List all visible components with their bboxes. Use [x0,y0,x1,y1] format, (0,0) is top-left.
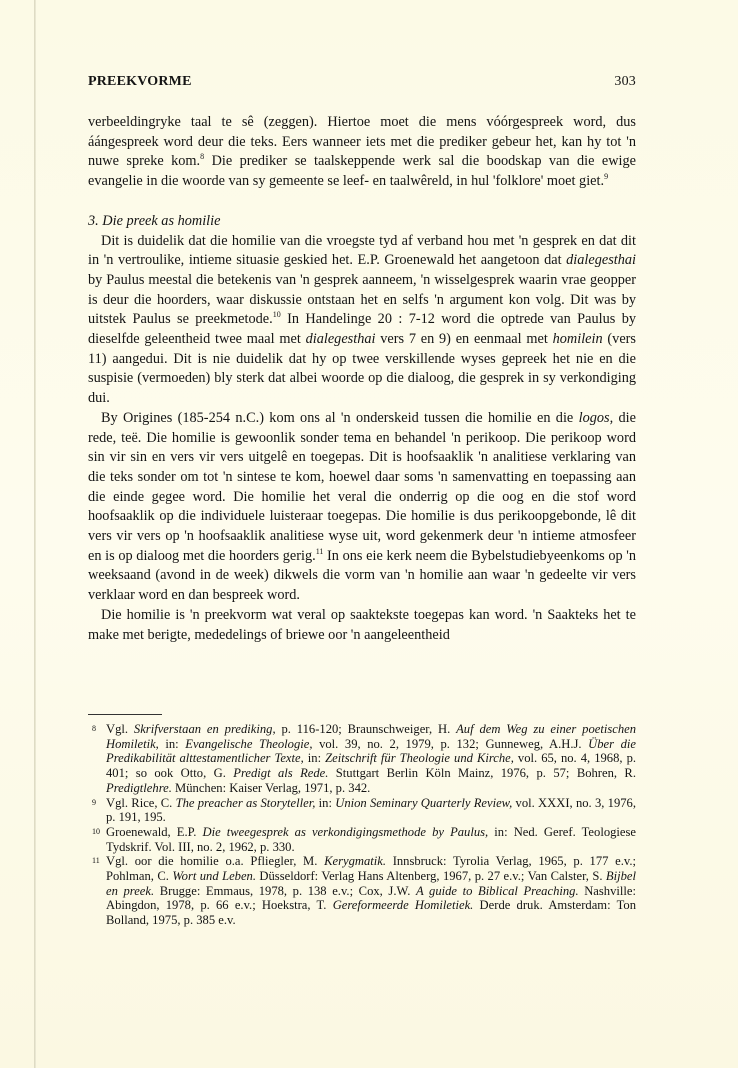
italic-title: Über die Predikabilität alttestamentlicher Texte, [106,736,637,766]
page-fold-shadow [34,0,36,1068]
italic-term: dialegesthai [566,252,636,269]
footnote-ref-8: 8 [200,152,205,162]
text-run: Stuttgart Berlin Köln Mainz, 1976, p. 57; Bohren, R. [328,766,636,781]
text-run: Derde druk. Amsterdam: Ton Bolland, 1975, p. 385 e.v. [106,898,636,928]
footnote-11 [88,854,636,928]
italic-title: Gereformeerde Homiletiek. [332,898,474,913]
italic-title: Auf dem Weg zu einer poetischen Homiletik, [106,722,637,751]
footnote-ref-9: 9 [604,172,609,182]
running-title: PREEKVORME [88,74,192,89]
text-run: In Handelinge 20 : 7-12 word die optrede van Paulus by dieselfde geleentheid twee maal met [88,311,636,348]
text-run: Nashville: Abingdon, 1978, p. 66 e.v.; Hoekstra, T. [106,883,636,913]
text-run: in: [158,736,186,751]
footnote-8 [88,722,636,796]
italic-title: Predigt als Rede. [233,766,329,781]
text-run: Brugge: Emmaus, 1978, p. 138 e.v.; Cox, J.W. [154,883,416,898]
italic-title: Evangelische Theologie, [185,736,313,751]
footnote-9 [88,796,636,825]
text-run: Innsbruck: Tyrolia Verlag, 1965, p. 177 e.v.; Pohlman, C. [106,854,636,884]
paragraph-2 [88,232,636,409]
italic-term: homilein [552,331,603,348]
footnote-number: 11 [92,856,100,866]
text-run: Die prediker se taalskeppende werk sal die boodskap van die ewige evangelie in die woorde van sy gemeente se leef- en taalwêreld, in hul 'folklore' moet giet. [88,153,637,190]
text-run: Vgl. [106,722,134,736]
text-run: Dit is duidelik dat die homilie van die vroegste tyd af verband hou met 'n gesprek en dat dit in 'n vertroulike, intieme situasie geskied het. E.P. Groenewald het aangetoon dat [88,232,636,269]
text-run: in: [315,795,336,810]
footnote-number: 8 [92,724,96,733]
text-run: (vers 11) aangedui. Dit is nie duidelik dat hy op twee verskillende wyses gepreek het nie en die suspisie (vermoeden) bly sterk dat albei woorde op die dialoog, die gesprek in sy verkondiging dui. [88,331,636,407]
text-run: München: Kaiser Verlag, 1971, p. 342. [171,780,371,795]
body-text [88,113,636,645]
paragraph-1 [88,113,636,192]
footnotes [88,722,636,928]
text-run: Vgl. oor die homilie o.a. Pfliegler, M. [106,854,325,869]
text-run: die rede, teë. Die homilie is gewoonlik sonder tema en behandel 'n perikoop. Die perikoop word sin vir sin en vers vir vers uitgelê en toegepas. Dit is hoofsaaklik 'n analitiese verklaring van die teks sonder om tot 'n sintese te kom, hoewel daar soms 'n samenvatting en toepassing aan die einde gegee word. Die homilie het veral die onderrig op die oog en die stof word hoofsaaklik op die individuele luisteraar toegepas. Die homilie is dus perikoopgebonde, lê dit vers vir vers op 'n hoofsaaklik analitiese wyse uit, word gekenmerk deur 'n intieme atmosfeer en is op dialoog met die hoorders gerig. [88,409,636,564]
text-run: in: Ned. Geref. Teologiese Tydskrif. Vol. III, no. 2, 1962, p. 330. [106,824,636,854]
italic-title: Bijbel en preek. [106,869,636,898]
footnote-number: 10 [92,826,100,836]
paragraph-4: Die homilie is 'n preekvorm wat veral op saaktekste toegepas kan word. 'n Saakteks het te make met berigte, mededelings of briewe oor 'n aangeleentheid [88,606,636,643]
italic-title: The preacher as Storyteller, [175,795,316,810]
text-run: vol. 39, no. 2, 1979, p. 132; Gunneweg, A.H.J. [312,736,589,751]
italic-term: logos, [578,409,614,426]
italic-term: dialegesthai [305,331,376,348]
section-heading: 3. Die preek as homilie [88,212,221,229]
text-run: vol. 65, no. 4, 1968, p. 401; so ook Otto, G. [106,751,637,781]
text-run: p. 116-120; Braunschweiger, H. [275,722,457,736]
footnote-number: 9 [92,797,96,807]
italic-title: Skrifverstaan en prediking, [133,722,276,736]
paragraph-3 [88,409,636,606]
footnote-ref-11: 11 [315,546,324,556]
italic-title: Predigtlehre. [106,780,172,795]
footnote-ref-10: 10 [272,310,281,320]
text-run: by Paulus meestal die betekenis van 'n gesprek aanneem, 'n wisselgesprek waarin vrae geopper is deur die hoorders, waar diskussie ontstaan het en selfs 'n argument kon volg. Dit was by uitstek Paulus se preekmetode. [88,271,636,328]
footnote-divider [88,714,162,715]
page-number: 303 [614,74,636,89]
text-run: By Origines (185-254 n.C.) kom ons al 'n onderskeid tussen die homilie en die [101,409,579,426]
italic-title: Kerygmatik. [324,854,386,869]
italic-title: Union Seminary Quarterly Review, [335,795,513,810]
text-run: Düsseldorf: Verlag Hans Altenberg, 1967, p. 27 e.v.; Van Calster, S. [256,869,606,884]
text-run: vol. XXXI, no. 3, 1976, p. 191, 195. [106,795,636,825]
italic-title: A guide to Biblical Preaching. [415,883,579,898]
text-run: Vgl. Rice, C. [106,795,176,810]
italic-title: Die tweegesprek as verkondigingsmethode by Paulus, [202,824,489,839]
italic-title: Zeitschrift für Theologie und Kirche, [325,751,514,766]
text-run: verbeeldingryke taal te sê (zeggen). Hiertoe moet die mens vóórgespreek word, dus áángespreek word deur die teks. Eers wanneer iets met die prediker gebeur het, kan hy tot 'n nuwe spreke kom. [88,114,636,170]
italic-title: Wort und Leben. [172,869,256,884]
text-run: In ons eie kerk neem die Bybelstudiebyeenkoms op 'n weeksaand (avond in de week) dikwels die vorm van 'n homilie aan waar 'n gedeelte vir vers verklaar word en dan bespreek word. [88,547,636,604]
running-header [88,74,636,90]
footnote-10 [88,825,636,854]
text-run: Groenewald, E.P. [106,824,203,839]
text-run: in: [303,751,326,766]
text-run: vers 7 en 9) en eenmaal met [375,331,553,348]
